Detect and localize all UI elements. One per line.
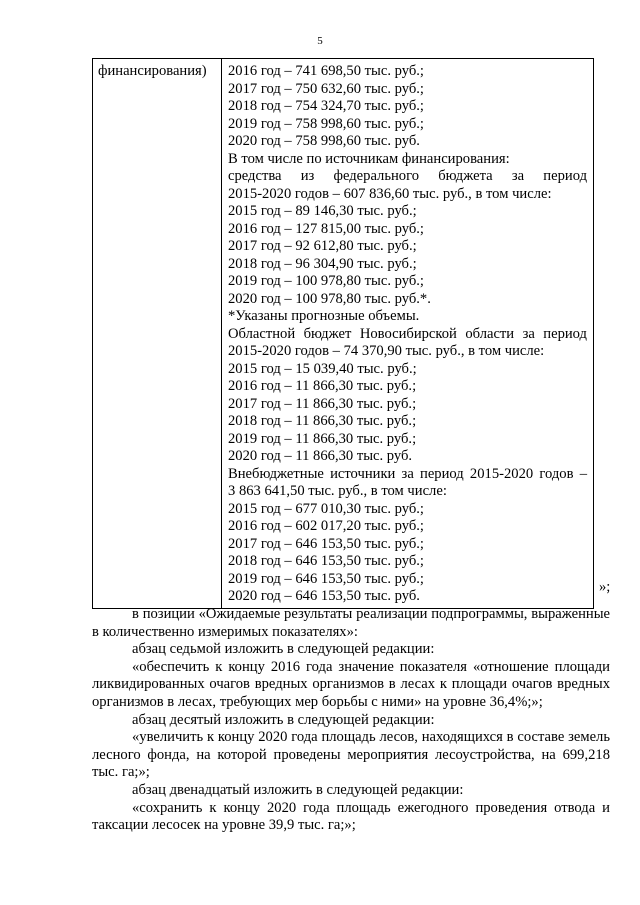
funding-line: Областной бюджет Новосибирской области за период bbox=[228, 325, 587, 342]
funding-line: 2019 год – 100 978,80 тыс. руб.; bbox=[228, 273, 424, 289]
funding-line: 2015 год – 89 146,30 тыс. руб.; bbox=[228, 203, 417, 219]
funding-line: *Указаны прогнозные объемы. bbox=[228, 308, 420, 324]
funding-line: 2018 год – 646 153,50 тыс. руб.; bbox=[228, 553, 424, 569]
funding-line: 2018 год – 754 324,70 тыс. руб.; bbox=[228, 98, 424, 114]
table-cell-left bbox=[93, 59, 222, 609]
paragraph: абзац двенадцатый изложить в следующей редакции: bbox=[132, 781, 464, 798]
funding-label: финансирования) bbox=[98, 63, 207, 79]
funding-line: 2015 год – 677 010,30 тыс. руб.; bbox=[228, 500, 424, 517]
funding-line: 2016 год – 11 866,30 тыс. руб.; bbox=[228, 378, 417, 394]
funding-line: 2018 год – 96 304,90 тыс. руб.; bbox=[228, 255, 417, 272]
funding-line: 2015-2020 годов – 74 370,90 тыс. руб., в том числе: bbox=[228, 343, 545, 359]
paragraph: «обеспечить к концу 2016 года значение показателя «отношение площади ликвидированных очагов вредных организмов в лесах к площади очагов вредных организмов в лесах, требующих мер борьбы с ними» на уровне 36,4%;»; bbox=[92, 658, 610, 710]
closing-quote-mark: »; bbox=[599, 579, 611, 595]
funding-line: 2018 год – 11 866,30 тыс. руб.; bbox=[228, 413, 417, 429]
funding-line: 2020 год – 100 978,80 тыс. руб.*. bbox=[228, 290, 431, 307]
funding-line: 2020 год – 646 153,50 тыс. руб. bbox=[228, 588, 420, 604]
page-number: 5 bbox=[317, 35, 323, 47]
funding-line: 2017 год – 11 866,30 тыс. руб.; bbox=[228, 395, 417, 412]
funding-line: 2019 год – 646 153,50 тыс. руб.; bbox=[228, 570, 424, 587]
funding-line: Внебюджетные источники за период 2015-2020 годов – bbox=[228, 465, 587, 482]
funding-line: 2017 год – 750 632,60 тыс. руб.; bbox=[228, 80, 424, 97]
funding-line: В том числе по источникам финансирования: bbox=[228, 150, 510, 167]
funding-line: 2017 год – 646 153,50 тыс. руб.; bbox=[228, 535, 424, 552]
paragraph: «увеличить к концу 2020 года площадь лесов, находящихся в составе земель лесного фонда, на которой проведены мероприятия лесоустройства, на 699,218 тыс. га;»; bbox=[92, 729, 610, 781]
table-cell-right bbox=[222, 59, 594, 609]
funding-line: 3 863 641,50 тыс. руб., в том числе: bbox=[228, 483, 447, 499]
paragraph: абзац седьмой изложить в следующей редакции: bbox=[132, 641, 435, 658]
table-row bbox=[93, 59, 594, 609]
funding-line: 2016 год – 741 698,50 тыс. руб.; bbox=[228, 63, 424, 79]
funding-line: 2016 год – 127 815,00 тыс. руб.; bbox=[228, 220, 424, 237]
funding-line: средства из федерального бюджета за период bbox=[228, 168, 587, 184]
funding-line: 2020 год – 758 998,60 тыс. руб. bbox=[228, 133, 420, 149]
funding-line: 2015-2020 годов – 607 836,60 тыс. руб., в том числе: bbox=[228, 185, 552, 202]
paragraph: в позиции «Ожидаемые результаты реализации подпрограммы, выраженные в количественно измеримых показателях»: bbox=[92, 606, 610, 640]
paragraph: «сохранить к концу 2020 года площадь ежегодного проведения отвода и таксации лесосек на уровне 39,9 тыс. га;»; bbox=[92, 799, 610, 834]
funding-line: 2017 год – 92 612,80 тыс. руб.; bbox=[228, 238, 417, 254]
funding-details bbox=[222, 59, 593, 608]
funding-line: 2016 год – 602 017,20 тыс. руб.; bbox=[228, 518, 424, 534]
funding-line: 2019 год – 11 866,30 тыс. руб.; bbox=[228, 430, 417, 447]
funding-line: 2015 год – 15 039,40 тыс. руб.; bbox=[228, 360, 417, 377]
paragraph: абзац десятый изложить в следующей редакции: bbox=[132, 711, 435, 728]
funding-line: 2019 год – 758 998,60 тыс. руб.; bbox=[228, 115, 424, 132]
funding-line: 2020 год – 11 866,30 тыс. руб. bbox=[228, 448, 413, 464]
amendment-text bbox=[92, 606, 610, 835]
funding-table bbox=[92, 58, 594, 609]
